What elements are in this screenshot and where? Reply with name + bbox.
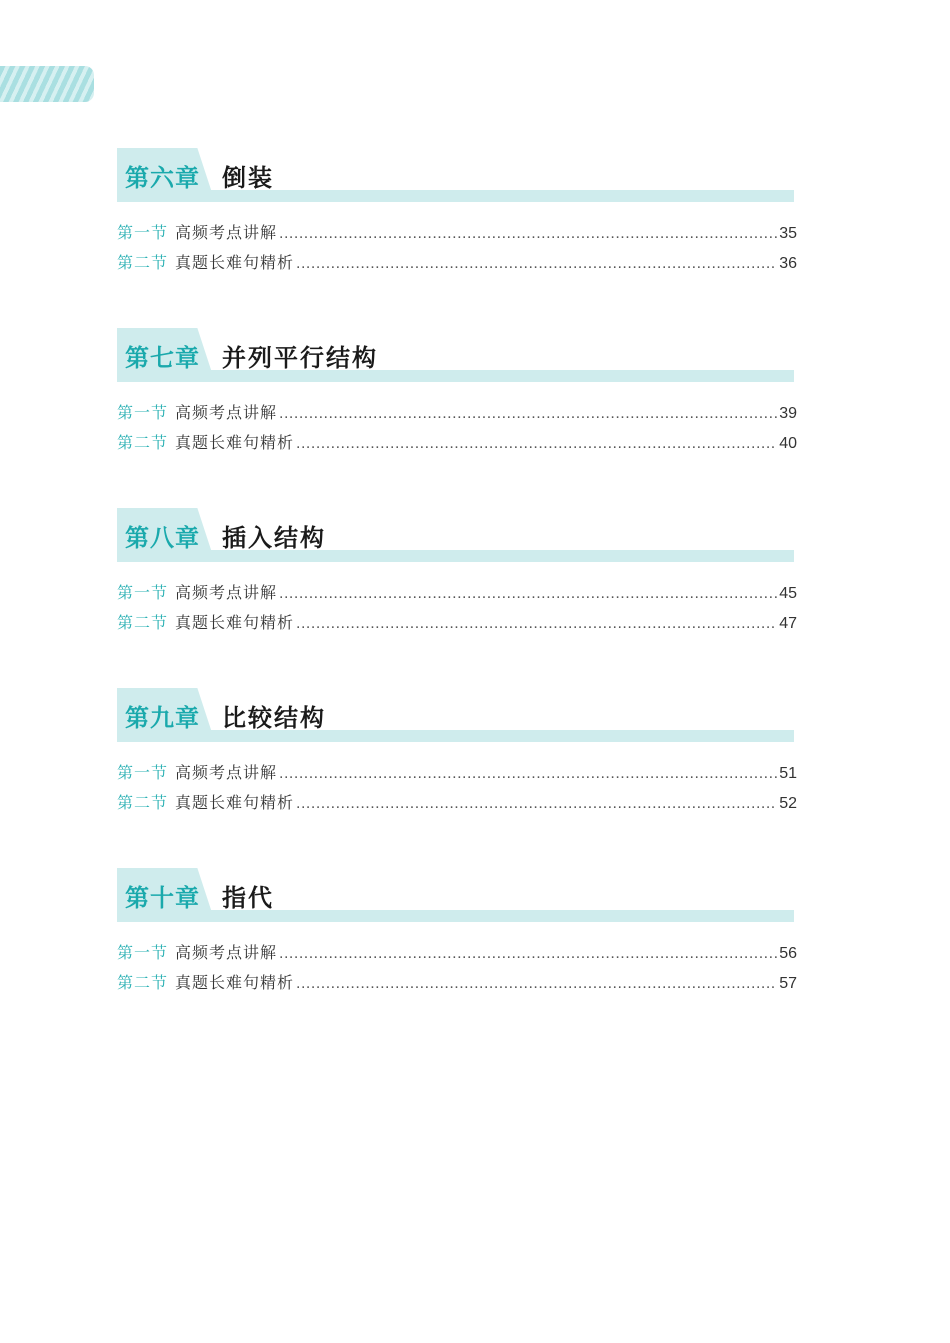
chapter-header: [117, 508, 797, 562]
toc-entry[interactable]: [117, 398, 797, 428]
section-number: 第一节: [117, 403, 169, 422]
chapter-title: 比较结构: [222, 704, 326, 732]
dot-leader: [279, 399, 777, 429]
toc-entry[interactable]: [117, 968, 797, 998]
dot-leader: [279, 579, 777, 609]
chapter-header: [117, 868, 797, 922]
page-number: 51: [779, 765, 797, 782]
section-number: 第二节: [117, 613, 169, 632]
section-title: 高频考点讲解: [175, 943, 278, 962]
chapter-number: 第七章: [125, 344, 200, 372]
chapter-header: [117, 328, 797, 382]
section-title: 高频考点讲解: [175, 583, 278, 602]
section-title: 真题长难句精析: [175, 433, 295, 452]
chapter-title: 倒装: [222, 164, 274, 192]
dot-leader: [279, 759, 777, 789]
toc-entry[interactable]: [117, 608, 797, 638]
section-number: 第二节: [117, 793, 169, 812]
toc-entry[interactable]: [117, 248, 797, 278]
page-number: 40: [779, 435, 797, 452]
chapter-8: [117, 508, 797, 638]
chapter-bar: [117, 730, 794, 742]
chapter-number: 第十章: [125, 884, 200, 912]
chapter-bar: [117, 370, 794, 382]
dot-leader: [296, 789, 777, 819]
page-number: 39: [779, 405, 797, 422]
section-title: 真题长难句精析: [175, 253, 295, 272]
dot-leader: [296, 969, 777, 999]
toc-entry[interactable]: [117, 218, 797, 248]
chapter-number: 第八章: [125, 524, 200, 552]
toc-list: [117, 398, 797, 458]
toc-entry[interactable]: [117, 788, 797, 818]
section-number: 第二节: [117, 973, 169, 992]
page-number: 45: [779, 585, 797, 602]
toc-list: [117, 938, 797, 998]
chapter-9: [117, 688, 797, 818]
chapter-title: 并列平行结构: [222, 344, 378, 372]
dot-leader: [279, 219, 777, 249]
section-number: 第一节: [117, 223, 169, 242]
chapter-10: [117, 868, 797, 998]
chapter-6: [117, 148, 797, 278]
chapter-bar: [117, 910, 794, 922]
section-number: 第一节: [117, 583, 169, 602]
page-number: 56: [779, 945, 797, 962]
toc-list: [117, 758, 797, 818]
page-number: 36: [779, 255, 797, 272]
chapter-header: [117, 148, 797, 202]
toc-entry[interactable]: [117, 578, 797, 608]
chapter-number: 第六章: [125, 164, 200, 192]
chapter-header: [117, 688, 797, 742]
page-number: 35: [779, 225, 797, 242]
chapter-title: 插入结构: [222, 524, 326, 552]
toc-list: [117, 578, 797, 638]
dot-leader: [296, 249, 777, 279]
section-title: 高频考点讲解: [175, 403, 278, 422]
section-number: 第一节: [117, 763, 169, 782]
toc-list: [117, 218, 797, 278]
page-number: 52: [779, 795, 797, 812]
page-number: 57: [779, 975, 797, 992]
chapter-number: 第九章: [125, 704, 200, 732]
section-title: 真题长难句精析: [175, 613, 295, 632]
chapter-7: [117, 328, 797, 458]
chapter-title: 指代: [222, 884, 274, 912]
section-number: 第二节: [117, 253, 169, 272]
section-title: 高频考点讲解: [175, 223, 278, 242]
section-title: 真题长难句精析: [175, 793, 295, 812]
section-number: 第一节: [117, 943, 169, 962]
toc-entry[interactable]: [117, 428, 797, 458]
dot-leader: [279, 939, 777, 969]
page-number: 47: [779, 615, 797, 632]
chapter-bar: [117, 550, 794, 562]
corner-tab-decoration: [0, 66, 94, 102]
section-number: 第二节: [117, 433, 169, 452]
chapter-bar: [117, 190, 794, 202]
toc-entry[interactable]: [117, 938, 797, 968]
dot-leader: [296, 429, 777, 459]
toc-entry[interactable]: [117, 758, 797, 788]
dot-leader: [296, 609, 777, 639]
section-title: 高频考点讲解: [175, 763, 278, 782]
section-title: 真题长难句精析: [175, 973, 295, 992]
